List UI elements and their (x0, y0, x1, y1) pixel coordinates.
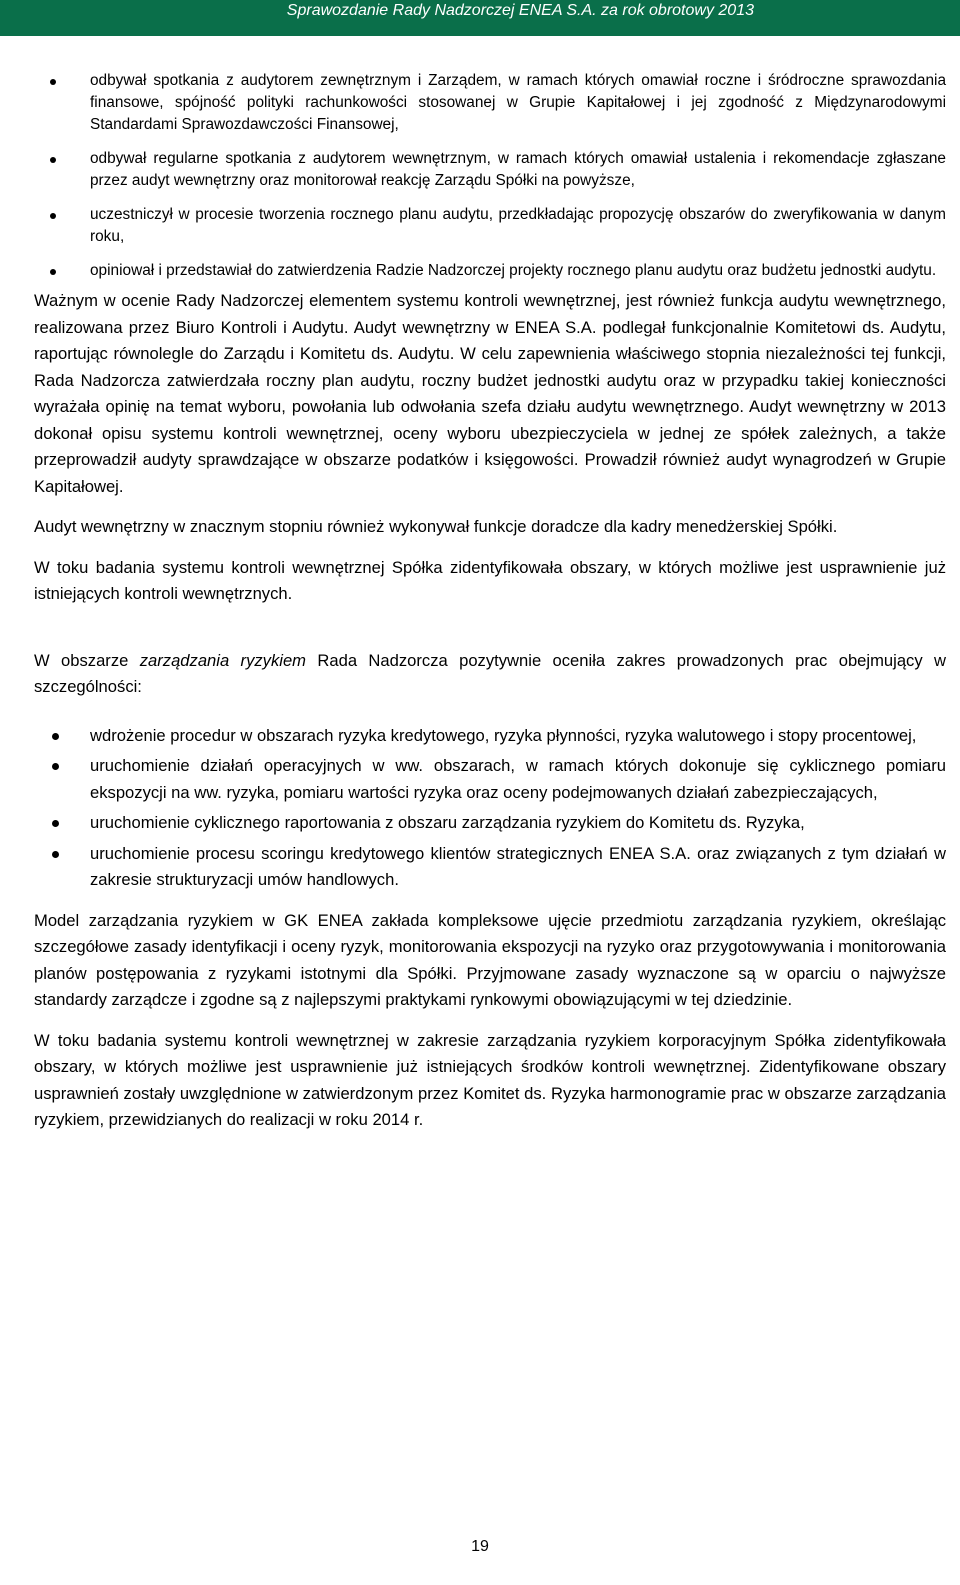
paragraph-advisory: Audyt wewnętrzny w znacznym stopniu również wykonywał funkcje doradcze dla kadry menedżerskiej Spółki. (34, 517, 838, 536)
header-title: Sprawozdanie Rady Nadzorczej ENEA S.A. za rok obrotowy 2013 (286, 2, 754, 19)
list-item: uruchomienie procesu scoringu kredytowego klientów strategicznych ENEA S.A. oraz związanych z tym działań w zakresie strukturyzacji umów handlowych. (34, 841, 946, 894)
risk-management-list (34, 723, 946, 894)
paragraph-risk-model: Model zarządzania ryzykiem w GK ENEA zakłada kompleksowe ujęcie przedmiotu zarządzania ryzykiem, określając szczegółowe zasady identyfikacji i oceny ryzyk, monitorowania ekspozycji na ryzyko oraz przygotowywania i monitorowania planów postępowania z ryzykami istotnymi dla Spółki. Przyjmowane zasady wyznaczone są w oparciu o najwyższe standardy zarządcze i zgodne są z najlepszymi praktykami rynkowymi obowiązującymi w tej dziedzinie. (34, 910, 946, 1009)
paragraph-risk-improvements: W toku badania systemu kontroli wewnętrznej w zakresie zarządzania ryzykiem korporacyjnym Spółka zidentyfikowała obszary, w których możliwe jest usprawnienie już istniejących środków kontroli wewnętrznej. Zidentyfikowane obszary usprawnień zostały uwzględnione w zatwierdzonym przez Komitet ds. Ryzyka harmonogramie prac w obszarze zarządzania ryzykiem, przewidzianych do realizacji w roku 2014 r. (34, 1030, 946, 1129)
page-number: 19 (471, 1538, 489, 1555)
paragraph-internal-audit: Ważnym w ocenie Rady Nadzorczej elementem systemu kontroli wewnętrznej, jest również funkcja audytu wewnętrznego, realizowana przez Biuro Kontroli i Audytu. Audyt wewnętrzny w ENEA S.A. podlegał funkcjonalnie Komitetowi ds. Audytu, raportując równolegle do Zarządu i Komitetu ds. Audytu. W celu zapewnienia właściwego stopnia niezależności tej funkcji, Rada Nadzorcza zatwierdzała roczny plan audytu, roczny budżet jednostki audytu oraz w przypadku takiej konieczności wyrażała opinię na temat wyboru, powołania lub odwołania szefa działu audytu wewnętrznego. Audyt wewnętrzny w 2013 dokonał opisu systemu kontroli wewnętrznej, oceny wyboru ubezpieczyciela w jednej ze spółek zależnych, a także przeprowadził audyty sprawdzające w obszarze podatków i księgowości. Prowadził również audyt wynagrodzeń w Grupie Kapitałowej. (34, 291, 946, 496)
list-item: odbywał regularne spotkania z audytorem wewnętrznym, w ramach których omawiał ustalenia i rekomendacje zgłaszane przez audyt wewnętrzny oraz monitorował reakcję Zarządu Spółki na powyższe, (34, 148, 946, 192)
list-item: odbywał spotkania z audytorem zewnętrznym i Zarządem, w ramach których omawiał roczne i śródroczne sprawozdania finansowe, spójność polityki rachunkowości stosowanej w Grupie Kapitałowej i jej zgodność z Międzynarodowymi Standardami Sprawozdawczości Finansowej, (34, 70, 946, 136)
main-text (34, 288, 946, 1134)
list-item: opiniował i przedstawiał do zatwierdzenia Radzie Nadzorczej projekty rocznego planu audytu oraz budżetu jednostki audytu. (34, 260, 946, 282)
list-item: uruchomienie działań operacyjnych w ww. obszarach, w ramach których dokonuje się cyklicznego pomiaru ekspozycji na ww. ryzyka, pomiaru wartości ryzyka oraz oceny podejmowanych działań zabezpieczających, (34, 753, 946, 806)
paragraph-risk-intro: W obszarze zarządzania ryzykiem Rada Nadzorcza pozytywnie oceniła zakres prowadzonych prac obejmujący w szczególności: (34, 650, 946, 696)
risk-management-term: zarządzania ryzykiem (139, 650, 307, 670)
list-item: wdrożenie procedur w obszarach ryzyka kredytowego, ryzyka płynności, ryzyka walutowego i stopy procentowej, (34, 723, 946, 750)
document-body (34, 70, 946, 1148)
paragraph-improvements: W toku badania systemu kontroli wewnętrznej Spółka zidentyfikowała obszary, w których możliwe jest usprawnienie już istniejących kontroli wewnętrznych. (34, 557, 946, 603)
page-header (0, 0, 960, 36)
list-item: uruchomienie cyklicznego raportowania z obszaru zarządzania ryzykiem do Komitetu ds. Ryzyka, (34, 810, 946, 837)
audit-committee-list (34, 70, 946, 282)
list-item: uczestniczył w procesie tworzenia rocznego planu audytu, przedkładając propozycję obszarów do zweryfikowania w danym roku, (34, 204, 946, 248)
